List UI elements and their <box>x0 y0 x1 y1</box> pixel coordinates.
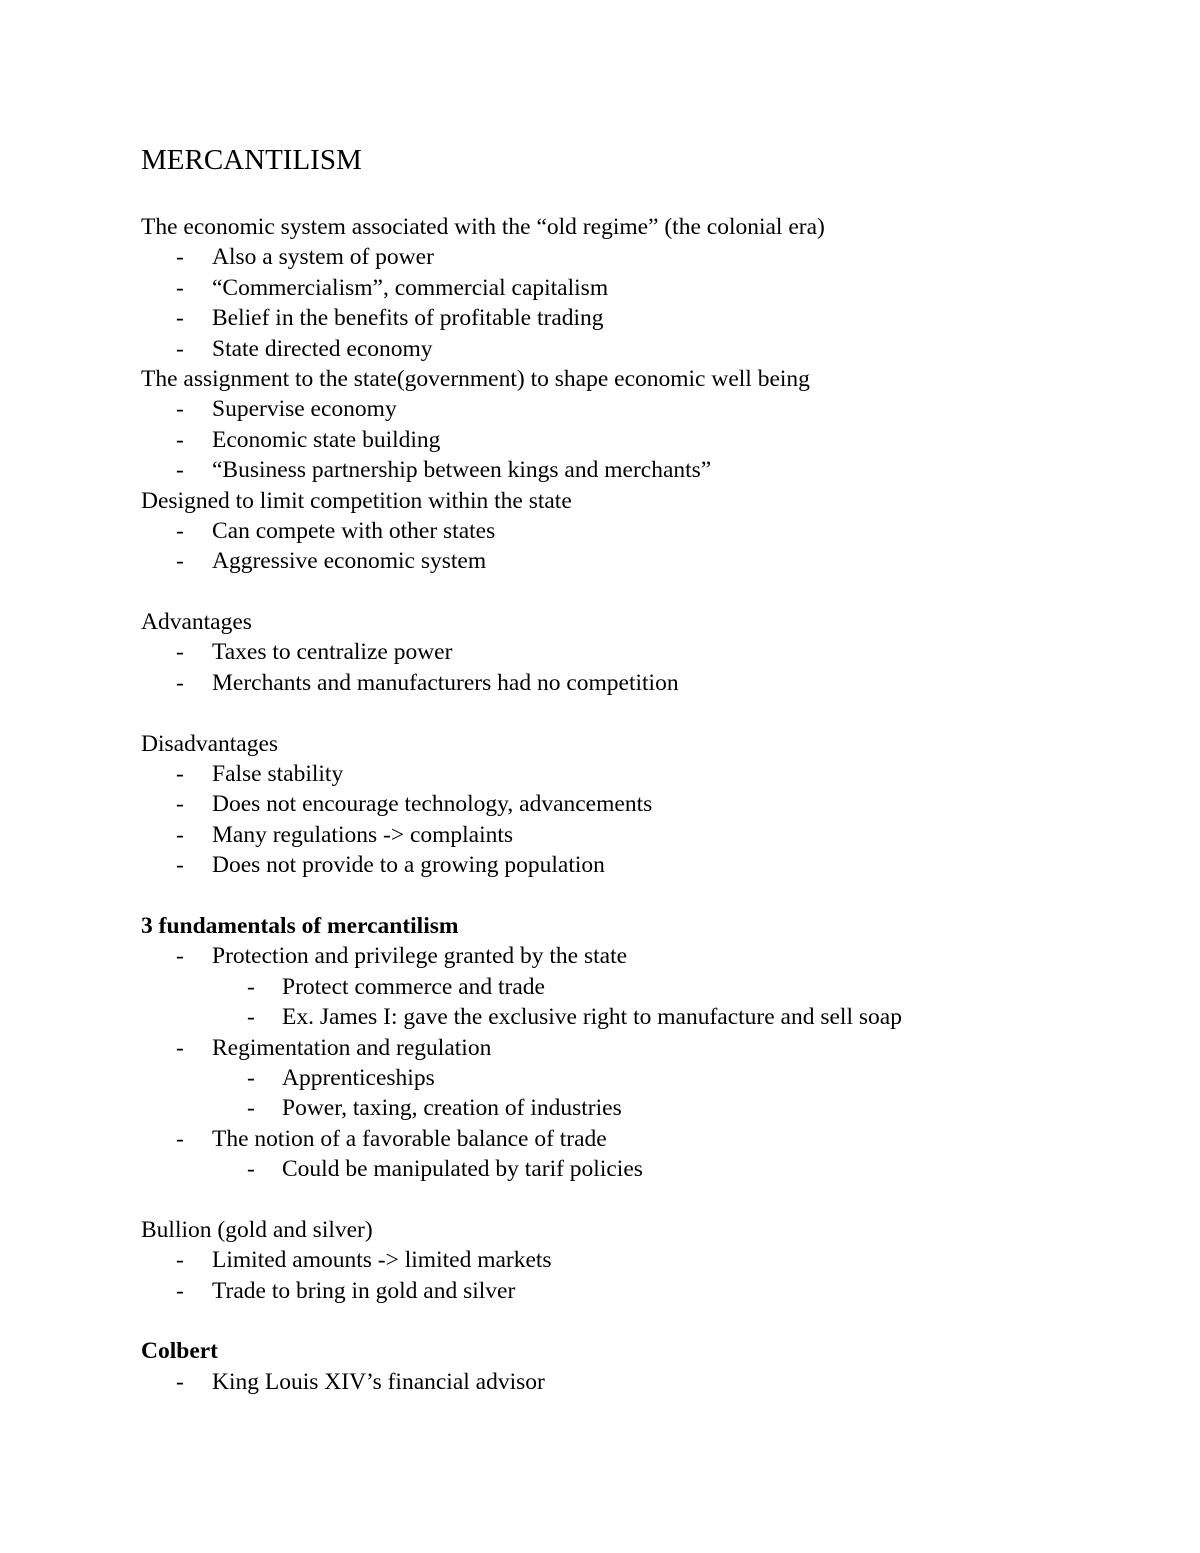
section-heading: Advantages <box>141 609 252 636</box>
bullet-dash: - <box>176 426 184 453</box>
bullet-text: The notion of a favorable balance of trade <box>212 1125 607 1152</box>
bullet-dash: - <box>176 821 184 848</box>
bullet-dash: - <box>176 396 184 423</box>
bullet-item <box>141 1367 902 1397</box>
bullet-item <box>141 303 902 333</box>
document-title: MERCANTILISM <box>141 144 362 176</box>
bullet-item <box>141 273 902 303</box>
bullet-text: Many regulations -> complaints <box>212 821 514 848</box>
bullet-text: Power, taxing, creation of industries <box>282 1095 622 1122</box>
bullet-dash: - <box>176 335 184 362</box>
bullet-dash: - <box>247 973 255 1000</box>
bullet-item <box>141 850 902 880</box>
sub-bullet-item <box>141 1154 902 1184</box>
bullet-item <box>141 789 902 819</box>
bullet-item <box>141 1124 902 1154</box>
bullet-dash: - <box>176 761 184 788</box>
bullet-item <box>141 941 902 971</box>
document-body <box>141 212 902 1397</box>
bullet-text: Also a system of power <box>212 244 434 271</box>
bullet-text: “Commercialism”, commercial capitalism <box>212 274 609 301</box>
bullet-dash: - <box>176 1247 184 1274</box>
bullet-item <box>141 1245 902 1275</box>
bullet-dash: - <box>176 639 184 666</box>
bullet-item <box>141 242 902 272</box>
bullet-item <box>141 820 902 850</box>
bullet-text: Does not provide to a growing population <box>212 852 605 879</box>
section-heading: Bullion (gold and silver) <box>141 1216 373 1243</box>
paragraph: The economic system associated with the “old regime” (the colonial era) <box>141 214 825 240</box>
bullet-item <box>141 546 902 576</box>
bullet-item <box>141 668 902 698</box>
bullet-dash: - <box>176 1368 184 1395</box>
bullet-text: “Business partnership between kings and merchants” <box>212 457 712 484</box>
bullet-text: Limited amounts -> limited markets <box>212 1247 552 1274</box>
blank-line <box>141 881 902 911</box>
bullet-item <box>141 394 902 424</box>
bullet-dash: - <box>176 669 184 696</box>
bullet-text: King Louis XIV’s financial advisor <box>212 1368 545 1395</box>
blank-line <box>141 698 902 728</box>
section-heading-bold: Colbert <box>141 1338 219 1365</box>
paragraph: Designed to limit competition within the state <box>141 487 572 514</box>
bullet-dash: - <box>247 1156 255 1183</box>
bullet-dash: - <box>176 1034 184 1061</box>
bullet-dash: - <box>176 852 184 879</box>
bullet-dash: - <box>176 548 184 575</box>
section-heading-bold: 3 fundamentals of mercantilism <box>141 912 459 939</box>
bullet-text: Ex. James I: gave the exclusive right to manufacture and sell soap <box>282 1004 902 1031</box>
bullet-text: Could be manipulated by tarif policies <box>282 1156 643 1183</box>
bullet-item <box>141 759 902 789</box>
bullet-item <box>141 1276 902 1306</box>
bullet-text: Apprenticeships <box>282 1064 435 1091</box>
bullet-dash: - <box>176 274 184 301</box>
bullet-dash: - <box>176 791 184 818</box>
bullet-item <box>141 637 902 667</box>
bullet-text: Regimentation and regulation <box>212 1034 492 1061</box>
blank-line <box>141 577 902 607</box>
bullet-text: Economic state building <box>212 426 441 453</box>
bullet-dash: - <box>247 1004 255 1031</box>
bullet-text: Taxes to centralize power <box>212 639 453 666</box>
bullet-dash: - <box>176 943 184 970</box>
bullet-dash: - <box>176 1125 184 1152</box>
bullet-text: Protect commerce and trade <box>282 973 545 1000</box>
section-heading: Disadvantages <box>141 730 279 757</box>
bullet-dash: - <box>247 1095 255 1122</box>
bullet-text: Supervise economy <box>212 396 397 423</box>
sub-bullet-item <box>141 1093 902 1123</box>
bullet-item <box>141 334 902 364</box>
paragraph: The assignment to the state(government) to shape economic well being <box>141 365 810 392</box>
bullet-item <box>141 455 902 485</box>
sub-bullet-item <box>141 1002 902 1032</box>
bullet-text: Merchants and manufacturers had no competition <box>212 669 679 696</box>
bullet-dash: - <box>176 1277 184 1304</box>
sub-bullet-item <box>141 1063 902 1093</box>
bullet-text: False stability <box>212 761 344 788</box>
bullet-dash: - <box>176 517 184 544</box>
bullet-text: Protection and privilege granted by the state <box>212 943 628 970</box>
blank-line <box>141 1306 902 1336</box>
blank-line <box>141 1185 902 1215</box>
bullet-item <box>141 1033 902 1063</box>
bullet-text: Trade to bring in gold and silver <box>212 1277 516 1304</box>
bullet-item <box>141 516 902 546</box>
bullet-text: Does not encourage technology, advancements <box>212 791 653 818</box>
bullet-dash: - <box>247 1064 255 1091</box>
bullet-text: State directed economy <box>212 335 433 362</box>
bullet-dash: - <box>176 457 184 484</box>
bullet-dash: - <box>176 244 184 271</box>
sub-bullet-item <box>141 972 902 1002</box>
bullet-item <box>141 425 902 455</box>
bullet-text: Aggressive economic system <box>212 548 487 575</box>
bullet-text: Belief in the benefits of profitable trading <box>212 305 604 332</box>
bullet-text: Can compete with other states <box>212 517 496 544</box>
bullet-dash: - <box>176 305 184 332</box>
